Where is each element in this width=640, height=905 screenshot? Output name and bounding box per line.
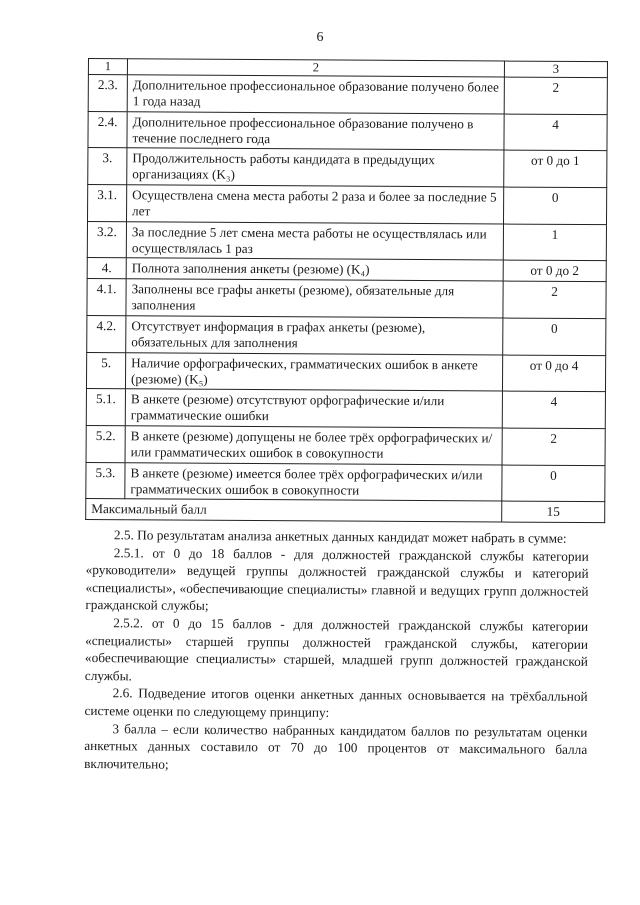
table-row [88,111,607,151]
scoring-table [85,58,608,523]
body-text [84,526,589,776]
row-criterion: Полнота заполнения анкеты (резюме) (K₄) [126,258,503,281]
row-number: 4.2. [87,315,126,352]
header-col-3: 3 [504,61,607,78]
row-criterion: В анкете (резюме) допущены не более трёх орфографических и/или грамматических ошибок в совокупности [125,426,502,465]
row-number: 3.2. [87,221,126,258]
paragraph-2-5-2: 2.5.2. от 0 до 15 баллов - для должностей гражданской службы категории «специалисты» старшей группы должностей гражданской службы, категории «обеспечивающие специалисты» старшей, младшей групп должностей гражданской службы. [84,615,589,684]
row-criterion: Отсутствует информация в графах анкеты (резюме), обязательных для заполнения [126,316,503,355]
paragraph-3-points: 3 балла – если количество набранных кандидатом баллов по результатам оценки анкетных данных составило от 70 до 100 процентов от максимального балла включительно; [84,720,588,772]
table-row [88,185,607,225]
row-criterion: Продолжительность работы кандидата в предыдущих организациях (K₃) [127,148,504,187]
table-row [86,389,605,429]
row-number: 5. [86,352,125,389]
header-col-1: 1 [88,59,127,75]
row-number: 3. [88,148,127,185]
row-score: 2 [503,281,606,318]
table-row [87,315,606,355]
paragraph-2-5-1: 2.5.1. от 0 до 18 баллов - для должностей гражданской службы категории «руководители» ведущей группы должностей гражданской службы и категорий «специалисты», «обеспечивающие специалисты» главной и ведущих групп должностей гражданской службы; [85,544,589,614]
row-score: 0 [503,318,606,355]
row-number: 4.1. [87,279,126,316]
row-score: 4 [504,114,607,151]
row-number: 5.3. [86,462,125,499]
row-number: 2.4. [88,111,127,148]
row-number: 2.3. [88,75,127,112]
max-score-value: 15 [502,501,605,522]
row-criterion: В анкете (резюме) отсутствуют орфографические и/или грамматические ошибки [125,389,502,428]
row-criterion: Дополнительное профессиональное образование получено более 1 года назад [127,75,504,114]
table-row [86,426,605,466]
row-score: от 0 до 1 [504,150,607,187]
row-score: от 0 до 2 [503,260,606,281]
row-criterion: Наличие орфографических, грамматических ошибок в анкете (резюме) (K₅) [125,352,502,391]
page-number: 6 [316,30,324,45]
table-row [87,279,606,319]
table-row [87,221,606,261]
row-number: 5.2. [86,426,125,463]
row-criterion: Дополнительное профессиональное образование получено в течение последнего года [127,111,504,150]
paragraph-2-5: 2.5. По результатам анализа анкетных данных кандидат может набрать в сумме: [113,527,567,546]
table-footer-row [86,499,605,523]
row-score: 2 [504,77,607,114]
row-score: 2 [502,428,605,465]
row-criterion: Заполнены все графы анкеты (резюме), обязательные для заполнения [126,279,503,318]
row-score: 1 [503,224,606,261]
row-score: 4 [502,391,605,428]
table-row [88,75,607,115]
table-row [88,148,607,188]
row-score: 0 [502,465,605,502]
row-criterion: В анкете (резюме) имеется более трёх орфографических и/или грамматических ошибок в совокупности [125,462,502,501]
row-criterion: За последние 5 лет смена места работы не осуществлялась или осуществлялась 1 раз [126,221,503,260]
row-number: 3.1. [88,185,127,222]
max-score-label: Максимальный балл [86,499,502,522]
row-score: 0 [503,187,606,224]
table-row [86,352,605,392]
paragraph-2-6: 2.6. Подведение итогов оценки анкетных данных основывается на трёхбалльной системе оценки по следующему принципу: [84,685,588,720]
row-number: 5.1. [86,389,125,426]
row-score: от 0 до 4 [502,355,605,392]
row-criterion: Осуществлена смена места работы 2 раза и более за последние 5 лет [127,185,504,224]
table-row [86,462,605,502]
row-number: 4. [87,258,126,279]
header-col-2: 2 [127,59,504,77]
